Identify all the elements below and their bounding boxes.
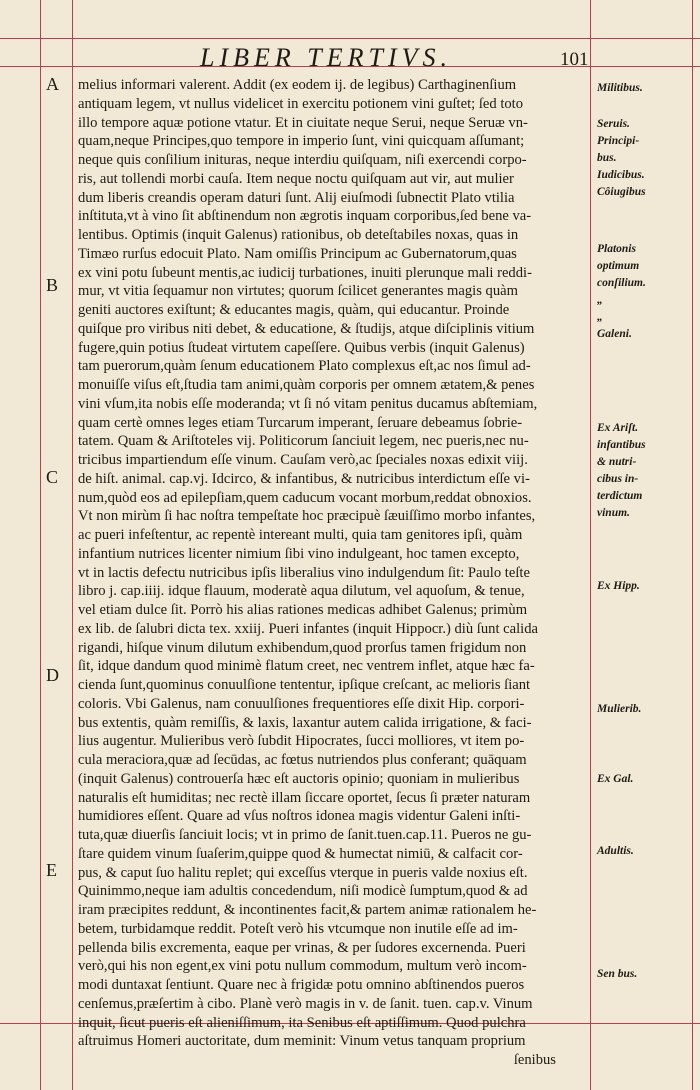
side-note-line: Seruis. (597, 118, 630, 130)
text-line: vel etiam dulce ſit. Porrò his alias rationes medicas adhibet Galenus; primùm (78, 602, 528, 618)
text-line: monuiſſe viſus eſt,ſtudia tam animi,quàm corporis per omnem ætatem,& penes (78, 377, 535, 393)
section-letter-d: D (46, 665, 59, 685)
side-note-adultis (597, 843, 687, 860)
text-line: aſtruimus Homeri auctoritate, dum meminit: Vinum vetus tanquam proprium (78, 1033, 526, 1050)
text-line: neque quis conſilium inituras, neque interdiu quiſquam, niſi exercendi corpo- (78, 152, 527, 168)
text-line: dum liberis creandis operam daturi ſunt. Alij eiuſmodi ſubnectit Plato vtilia (78, 189, 515, 206)
text-line: quam,neque Principes,quo tempore in imperio ſunt, vini quicquam aſſumant; (78, 133, 525, 150)
side-note-line: cibus in- (597, 473, 639, 485)
text-line: pellenda bilis excrementa, eaque per vrinas, & per ſudores excernenda. Pueri (78, 939, 526, 956)
text-line: bus extentis, quàm remiſſis, & laxis, laxantur autem calida irrigatione, & faci- (78, 714, 532, 731)
text-line: modi duntaxat ſentiunt. Quare nec à frigidæ potu omnino abſtinendos pueros (78, 977, 525, 993)
running-title: LIBER TERTIVS. (200, 43, 452, 72)
side-note-gal (597, 771, 687, 788)
text-line: quam certè omnes leges etiam Turcarum imperant, ſeruare debeamus ſobrie- (78, 414, 523, 431)
text-line: pus, & caput ſuo halitu replet; qui exceſſus vterque in pueris valde noxius eſt. (78, 864, 528, 881)
text-line: ſit, idque dandum quod minimè flatum creet, nec ventrem inflet, atque hæc fa- (78, 658, 535, 675)
side-note-line: vinum. (597, 507, 630, 519)
text-line: libro j. cap.iiij. idque flauum, moderatè aqua dilutum, vel aquoſum, & tenue, (78, 583, 525, 600)
side-note-line: optimum (597, 260, 640, 272)
side-note-line: „ (597, 294, 603, 306)
text-line: tuta,quæ diuerſis ſanciuit locis; vt in primo de ſanit.tuen.cap.11. Pueros ne gu- (78, 827, 532, 843)
left-rule (40, 0, 41, 1090)
side-note-line: Ex Gal. (597, 773, 634, 785)
text-line: tam puerorum,quàm ſenum educationem Plato complexus eſt,ac nos ſimul ad- (78, 358, 531, 375)
side-note-line: conſilium. (597, 277, 646, 289)
text-line: humidiores eſſent. Quare ad vſus noſtros idonea magis videntur Galeni inſti- (78, 808, 521, 825)
side-note-line: bus. (597, 152, 617, 164)
text-line: ac pueri infeſtentur, ac repentè intereant multi, quia tam genitores ipſi, quàm (78, 527, 523, 543)
text-line: Timæo rurſus edocuit Plato. Nam omiſſis Principum ac Gubernatorum,quas (78, 245, 517, 262)
text-line: ex vini potu ſubeunt mentis,ac iudicij turbationes, inuiti plerunque mali reddi- (78, 264, 532, 281)
side-note-arist (597, 420, 687, 522)
text-line: coloris. Vbi Galenus, nam conuulſiones frequentiores eſſe dixit Hip. corpori- (78, 695, 525, 712)
side-note-hipp (597, 578, 687, 595)
text-line: ſtare quidem vinum ſuaſerim,quippe quod & humectat nimiū, & calfacit cor- (78, 845, 523, 862)
side-note-line: „ (597, 311, 603, 323)
text-line: de hiſt. animal. cap.vj. Idcirco, & infantibus, & nutricibus interdictum eſſe vi- (78, 470, 530, 487)
margin-rule (590, 0, 591, 1090)
text-line: Vt non mirùm ſi hac noſtra tempeſtate hoc præcipuè ſæuiſſimo morbo infantes, (78, 508, 536, 525)
text-line: naturalis eſt humiditas; nec rectè illam ſiccare oportet, ſecus ſi præter naturam (78, 789, 531, 806)
side-note-line: Galeni. (597, 328, 632, 340)
text-line: antiquam legem, vt nullus videlicet in exercitu potionem vini guſtet; ſed toto (78, 95, 524, 112)
right-rule (692, 0, 693, 1090)
side-note-platonis (597, 241, 687, 343)
text-line: cula meraciora,quæ ad ſecūdas, ac fœtus nutriendos plus conferant; quāquam (78, 752, 527, 768)
text-line: num,quòd eos ad epilepſiam,quem caducum vocant morbum,reddat obnoxios. (78, 489, 532, 506)
side-note-line: Adultis. (597, 845, 634, 857)
text-line: vini vſum,ita nobis eſſe moderanda; vt ſi nó vitam penitus ducamus abſtemiam, (78, 395, 538, 412)
section-letter-e: E (46, 860, 57, 880)
text-line: melius informari valerent. Addit (ex eodem ij. de legibus) Carthaginenſium (78, 77, 517, 93)
side-note-seruis (597, 116, 687, 201)
side-note-line: Militibus. (597, 82, 643, 94)
side-note-line: infantibus (597, 439, 646, 451)
text-line: lentibus. Optimis (inquit Galenus) rationibus, ob deteſtabiles noxas, quas in (78, 227, 519, 243)
side-note-line: Ex Ariſt. (597, 422, 639, 434)
text-line: inſtituta,vt à vino ſit abſtinendum non ægrotis inquam corporibus,ſed bene va- (78, 208, 532, 225)
inner-left-rule (72, 0, 73, 1090)
section-letter-c: C (46, 467, 59, 487)
page-number: 101 (560, 49, 589, 70)
side-note-line: Mulierib. (597, 703, 642, 715)
text-line: inquit, ſicut pueris eſt alieniſſimum, ita Senibus eſt aptiſſimum. Quod pulchra (78, 1014, 526, 1031)
main-text-block (78, 76, 586, 1070)
text-line: betem, turbidamque reddit. Poteſt verò his vtcumque non inutile eſſe ad im- (78, 920, 518, 937)
text-line: infantium nutrices licenter nimium ſibi vino indulgeant, hoc tamen excepto, (78, 545, 520, 562)
side-note-line: Iudicibus. (597, 169, 645, 181)
side-note-line: & nutri- (597, 456, 637, 468)
side-note-line: Ex Hipp. (597, 580, 640, 592)
side-note-senibus (597, 966, 687, 983)
text-line: illo tempore aquæ potione vtatur. Et in ciuitate neque Serui, neque Seruæ vn- (78, 114, 528, 131)
text-line: fugere,quin potius ſtudeat virtutem capeſſere. Quibus verbis (inquit Galenus) (78, 339, 525, 356)
catchword: ſenibus (513, 1052, 556, 1068)
text-line: quiſque pro viribus niti debet, & educatione, & ſtudijs, atque diſciplinis vitium (78, 320, 535, 337)
text-line: tatem. Quam & Ariſtoteles vij. Politicorum ſanciuit legem, nec pueris,nec nu- (78, 433, 529, 450)
text-line: verò,qui his non egent,ex vini potu nullum commodum, multum verò incom- (78, 958, 527, 975)
text-line: mur, vt vitia ſequamur non virtutes; quorum ſcilicet generantes magis quàm (78, 283, 518, 300)
side-note-line: Platonis (597, 243, 636, 255)
side-note-mulierib (597, 701, 687, 718)
side-note-line: Côiugibus (597, 186, 646, 198)
text-line: cienda ſunt,quominus conuulſione tententur, ipſique creſcant, ac melioris ſiant (78, 677, 531, 693)
text-line: rigandi, hiſque vinum dilutum exhibendum,quod prorſus tamen frigidum non (78, 639, 527, 656)
text-line: ex lib. de ſalubri dicta tex. xxiij. Pueri infantes (inquit Hippocr.) diù ſunt calida (78, 620, 539, 637)
text-line: lius augentur. Mulieribus verò ſubdit Hipocrates, ſucci molliores, vt item po- (78, 733, 525, 750)
section-letter-b: B (46, 275, 59, 295)
text-line: vt in lactis defectu nutricibus ipſis liberalius vino indulgendum ſit: Paulo teſte (78, 564, 530, 581)
side-note-line: Principi- (597, 135, 640, 147)
text-line: Quinimmo,neque iam adultis concedendum, niſi modicè ſumptum,quod & ad (78, 883, 528, 900)
side-note-militibus (597, 80, 687, 97)
side-note-line: Sen bus. (597, 968, 638, 980)
text-line: cenſemus,præſertim à cibo. Planè verò magis in v. de ſanit. tuen. cap.v. Vinum (78, 995, 533, 1012)
section-letter-a: A (46, 74, 59, 94)
text-line: (inquit Galenus) controuerſa hæc eſt auctoris opinio; quoniam in mulieribus (78, 770, 520, 787)
text-line: geniti auctores exiſtunt; & educantes magis, quàm, qui educantur. Proinde (78, 302, 510, 318)
side-note-line: terdictum (597, 490, 643, 502)
text-line: ris, aut tollendi morbi cauſa. Item neque noctu quiſquam aut vir, aut mulier (78, 170, 514, 187)
text-line: iram præcipites reddunt, & incontinentes facit,& partem animæ rationalem he- (78, 902, 537, 918)
text-line: tricibus impartiendum eſſe vinum. Cauſam verò,ac ſpeciales noxas edixit viij. (78, 452, 528, 468)
top-rule (0, 38, 700, 39)
